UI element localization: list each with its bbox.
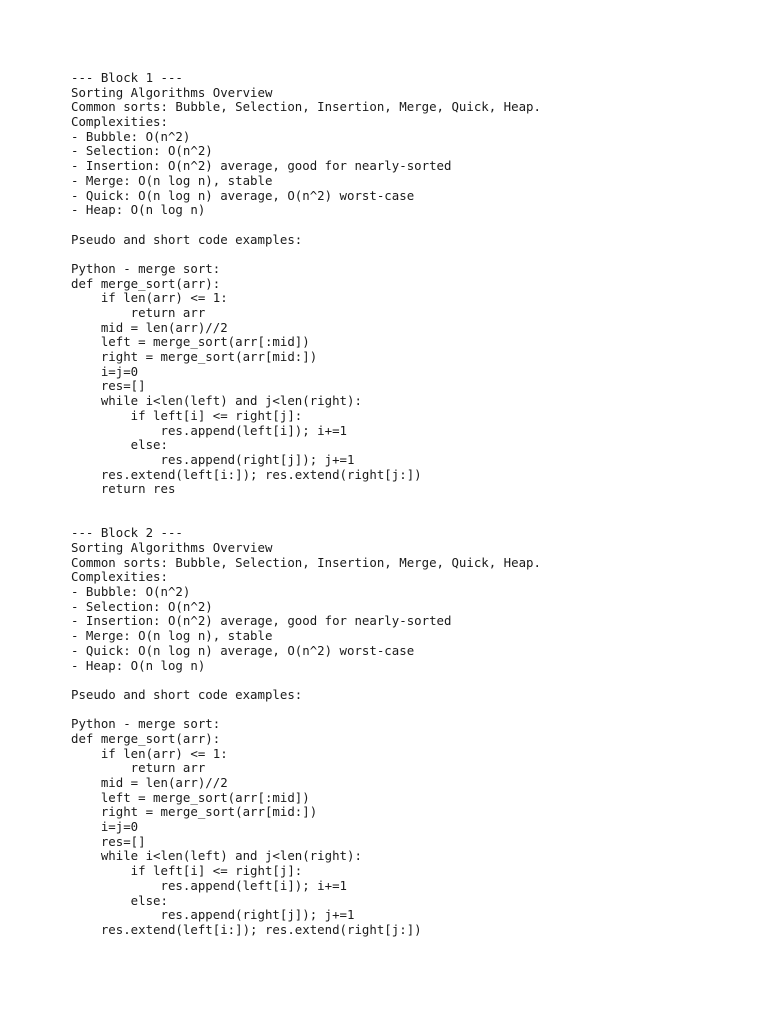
code-line: return arr <box>71 305 206 320</box>
code-line: res=[] <box>71 378 146 394</box>
code-line: right = merge_sort(arr[mid:]) <box>71 804 318 820</box>
code-line: res.extend(left[i:]); res.extend(right[j:]) <box>71 921 422 937</box>
complexity-item: - Selection: O(n^2) <box>71 143 213 159</box>
code-line: if len(arr) <= 1: <box>71 290 228 306</box>
blank-line <box>71 673 751 688</box>
code-title: Python - merge sort: <box>71 716 221 732</box>
code-line: i=j=0 <box>71 819 139 835</box>
code-line: left = merge_sort(arr[:mid]) <box>71 334 310 350</box>
code-line: else: <box>71 437 168 453</box>
code-listing <box>71 277 751 497</box>
code-line: if left[i] <= right[j]: <box>71 863 303 879</box>
code-line: res.append(left[i]); i+=1 <box>71 877 348 893</box>
complexity-item: - Selection: O(n^2) <box>71 598 213 614</box>
code-line: while i<len(left) and j<len(right): <box>71 848 362 864</box>
complexities-label: Complexities: <box>71 569 168 585</box>
code-line: res.extend(left[i:]); res.extend(right[j:]) <box>71 466 422 482</box>
block-title: Sorting Algorithms Overview <box>71 84 273 100</box>
code-line: i=j=0 <box>71 363 139 379</box>
complexity-item: - Merge: O(n log n), stable <box>71 172 273 188</box>
complexity-item: - Quick: O(n log n) average, O(n^2) worst-case <box>71 187 415 203</box>
document-page <box>71 71 751 938</box>
examples-intro: Pseudo and short code examples: <box>71 686 303 702</box>
code-line: right = merge_sort(arr[mid:]) <box>71 349 318 365</box>
complexity-item: - Merge: O(n log n), stable <box>71 628 273 644</box>
code-line: if len(arr) <= 1: <box>71 745 228 761</box>
text-block-1 <box>71 71 751 497</box>
code-line: if left[i] <= right[j]: <box>71 407 303 423</box>
blank-line <box>71 247 751 262</box>
blank-line <box>71 512 751 527</box>
text-block-2 <box>71 526 751 937</box>
code-line: mid = len(arr)//2 <box>71 319 228 335</box>
complexities-label: Complexities: <box>71 114 168 130</box>
code-line: res=[] <box>71 833 146 849</box>
code-line: else: <box>71 892 168 908</box>
complexity-item: - Quick: O(n log n) average, O(n^2) worst-case <box>71 642 415 658</box>
code-line: left = merge_sort(arr[:mid]) <box>71 789 310 805</box>
complexity-item: - Insertion: O(n^2) average, good for nearly-sorted <box>71 158 452 174</box>
code-line: while i<len(left) and j<len(right): <box>71 393 362 409</box>
block-title: Sorting Algorithms Overview <box>71 540 273 555</box>
blank-line <box>71 218 751 233</box>
block-header: --- Block 1 --- <box>71 70 183 85</box>
code-line: def merge_sort(arr): <box>71 275 221 291</box>
common-sorts-line: Common sorts: Bubble, Selection, Insertion, Merge, Quick, Heap. <box>71 554 541 570</box>
complexity-item: - Bubble: O(n^2) <box>71 584 191 600</box>
examples-intro: Pseudo and short code examples: <box>71 231 303 247</box>
code-line: res.append(right[j]); j+=1 <box>71 907 355 923</box>
code-line: mid = len(arr)//2 <box>71 775 228 790</box>
blank-line <box>71 497 751 512</box>
code-title: Python - merge sort: <box>71 260 221 276</box>
complexity-item: - Heap: O(n log n) <box>71 202 206 218</box>
common-sorts-line: Common sorts: Bubble, Selection, Insertion, Merge, Quick, Heap. <box>71 99 541 115</box>
code-line: res.append(right[j]); j+=1 <box>71 451 355 467</box>
complexity-item: - Insertion: O(n^2) average, good for nearly-sorted <box>71 613 452 629</box>
code-line: def merge_sort(arr): <box>71 730 221 746</box>
code-line: res.append(left[i]); i+=1 <box>71 422 348 438</box>
block-header: --- Block 2 --- <box>71 525 183 541</box>
complexity-item: - Heap: O(n log n) <box>71 657 206 673</box>
code-line: return res <box>71 481 176 497</box>
code-line: return arr <box>71 760 206 776</box>
blank-line <box>71 703 751 718</box>
code-listing <box>71 732 751 938</box>
complexity-item: - Bubble: O(n^2) <box>71 128 191 144</box>
